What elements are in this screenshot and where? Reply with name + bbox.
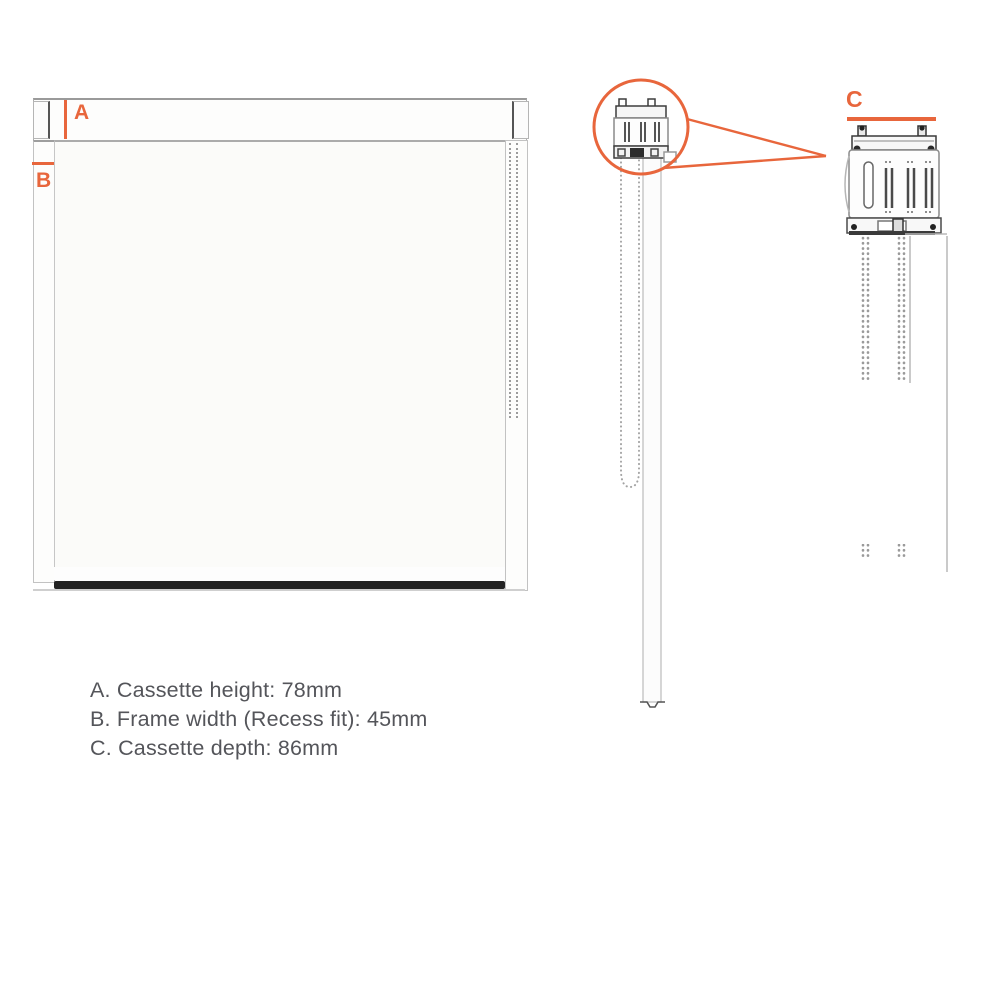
marker-label-b: B — [36, 169, 52, 192]
cassette-profile-small — [614, 99, 676, 162]
detail-chain-ends — [863, 545, 904, 556]
side-view-chain-loop — [621, 158, 639, 487]
legend-line-a: A. Cassette height: 78mm — [90, 678, 343, 702]
detail-chain-strands — [863, 238, 904, 382]
detail-view-cassette — [708, 125, 947, 572]
side-view-bottom-bar — [640, 702, 665, 707]
dimension-line-c — [847, 117, 936, 121]
cassette-profile-detail — [845, 125, 941, 235]
side-view-fabric-strip — [643, 156, 661, 702]
dimension-legend — [90, 676, 428, 763]
marker-label-a: A — [74, 101, 90, 124]
legend-line-c: C. Cassette depth: 86mm — [90, 736, 339, 760]
white-cover-patch — [708, 383, 943, 544]
legend-line-b: B. Frame width (Recess fit): 45mm — [90, 707, 428, 731]
marker-label-c: C — [846, 86, 863, 112]
